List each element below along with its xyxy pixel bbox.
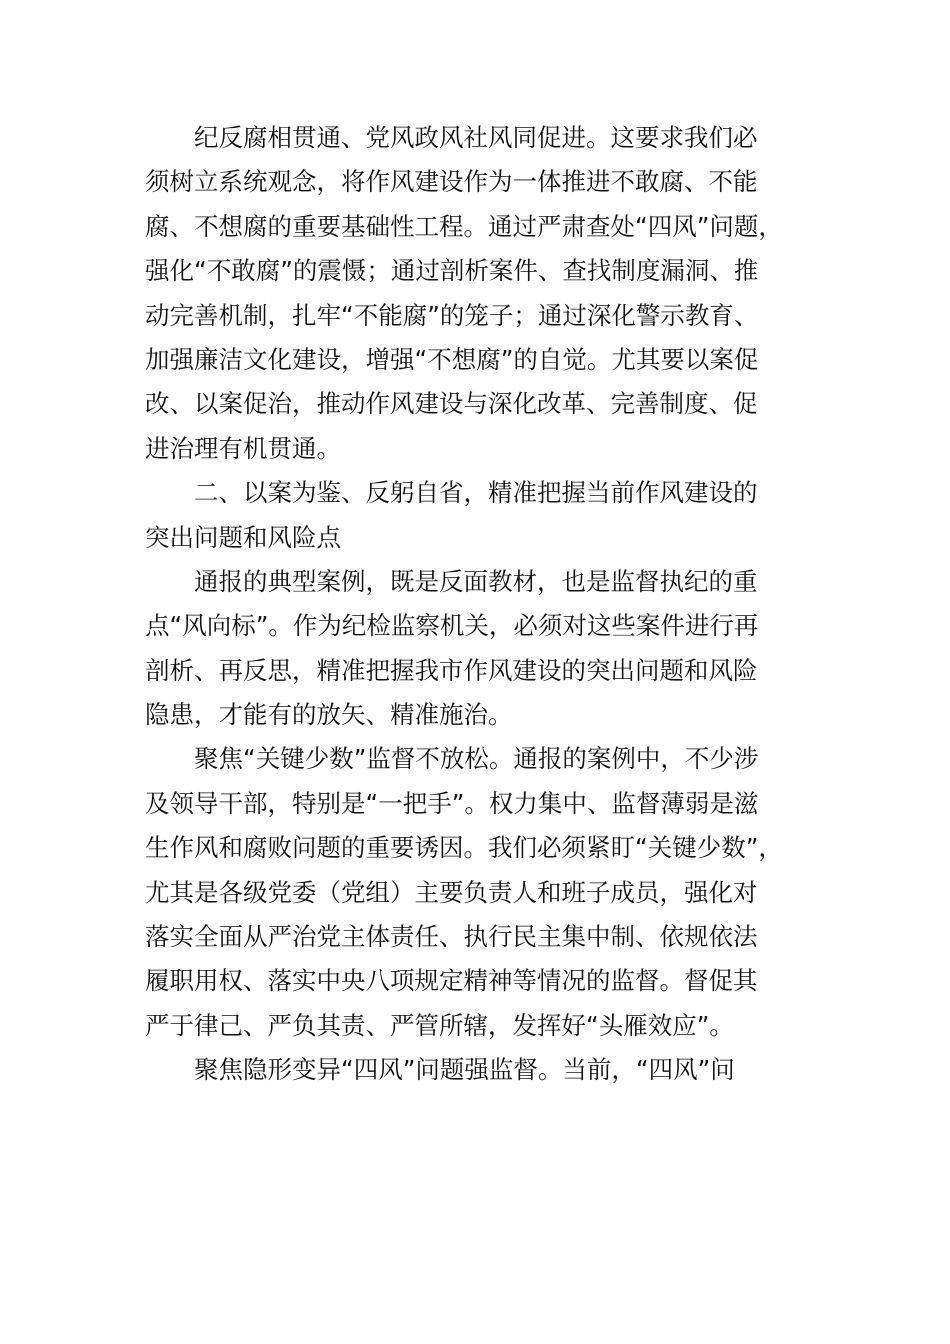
text-line: 及领导干部，特别是“一把手”。权力集中、监督薄弱是滋: [145, 788, 759, 818]
paragraph-hidden-four-winds: [145, 1048, 835, 1092]
text-line: 进治理有机贯通。: [145, 433, 341, 463]
text-line: 严于律己、严负其责、严管所辖，发挥好“头雁效应”。: [145, 1010, 734, 1040]
text-line: 剖析、再反思，精准把握我市作风建设的突出问题和风险: [145, 655, 758, 685]
text-line: 尤其是各级党委（党组）主要负责人和班子成员，强化对: [145, 877, 758, 907]
text-line: 通报的典型案例，既是反面教材，也是监督执纪的重: [194, 566, 758, 596]
text-line: 隐患，才能有的放矢、精准施治。: [145, 700, 513, 730]
text-line: 改、以案促治，推动作风建设与深化改革、完善制度、促: [145, 389, 758, 419]
section-heading-2: [145, 471, 835, 560]
text-line: 加强廉洁文化建设，增强“不想腐”的自觉。尤其要以案促: [145, 344, 759, 374]
heading-line: 二、以案为鉴、反躬自省，精准把握当前作风建设的: [194, 478, 758, 508]
text-line: 落实全面从严治党主体责任、执行民主集中制、依规依法: [145, 922, 758, 952]
text-line: 强化“不敢腐”的震慑；通过剖析案件、查找制度漏洞、推: [145, 256, 759, 286]
paragraph-intro-continuation: [145, 116, 835, 471]
text-line: 点“风向标”。作为纪检监察机关，必须对这些案件进行再: [145, 611, 759, 641]
heading-line: 突出问题和风险点: [145, 522, 341, 552]
text-line: 须树立系统观念，将作风建设作为一体推进不敢腐、不能: [145, 167, 758, 197]
text-line: 动完善机制，扎牢“不能腐”的笼子；通过深化警示教育、: [145, 300, 759, 330]
text-line: 聚焦隐形变异“四风”问题强监督。当前，“四风”问: [194, 1055, 735, 1085]
paragraph-typical-cases: [145, 560, 835, 738]
text-line: 纪反腐相贯通、党风政风社风同促进。这要求我们必: [194, 123, 758, 152]
text-line: 腐、不想腐的重要基础性工程。通过严肃查处“四风”问题，: [145, 211, 783, 241]
text-line: 生作风和腐败问题的重要诱因。我们必须紧盯“关键少数”，: [145, 833, 783, 863]
paragraph-key-minority: [145, 737, 835, 1048]
document-body: [145, 116, 835, 1093]
text-line: 聚焦“关键少数”监督不放松。通报的案例中，不少涉: [194, 744, 759, 774]
text-line: 履职用权、落实中央八项规定精神等情况的监督。督促其: [145, 966, 758, 996]
